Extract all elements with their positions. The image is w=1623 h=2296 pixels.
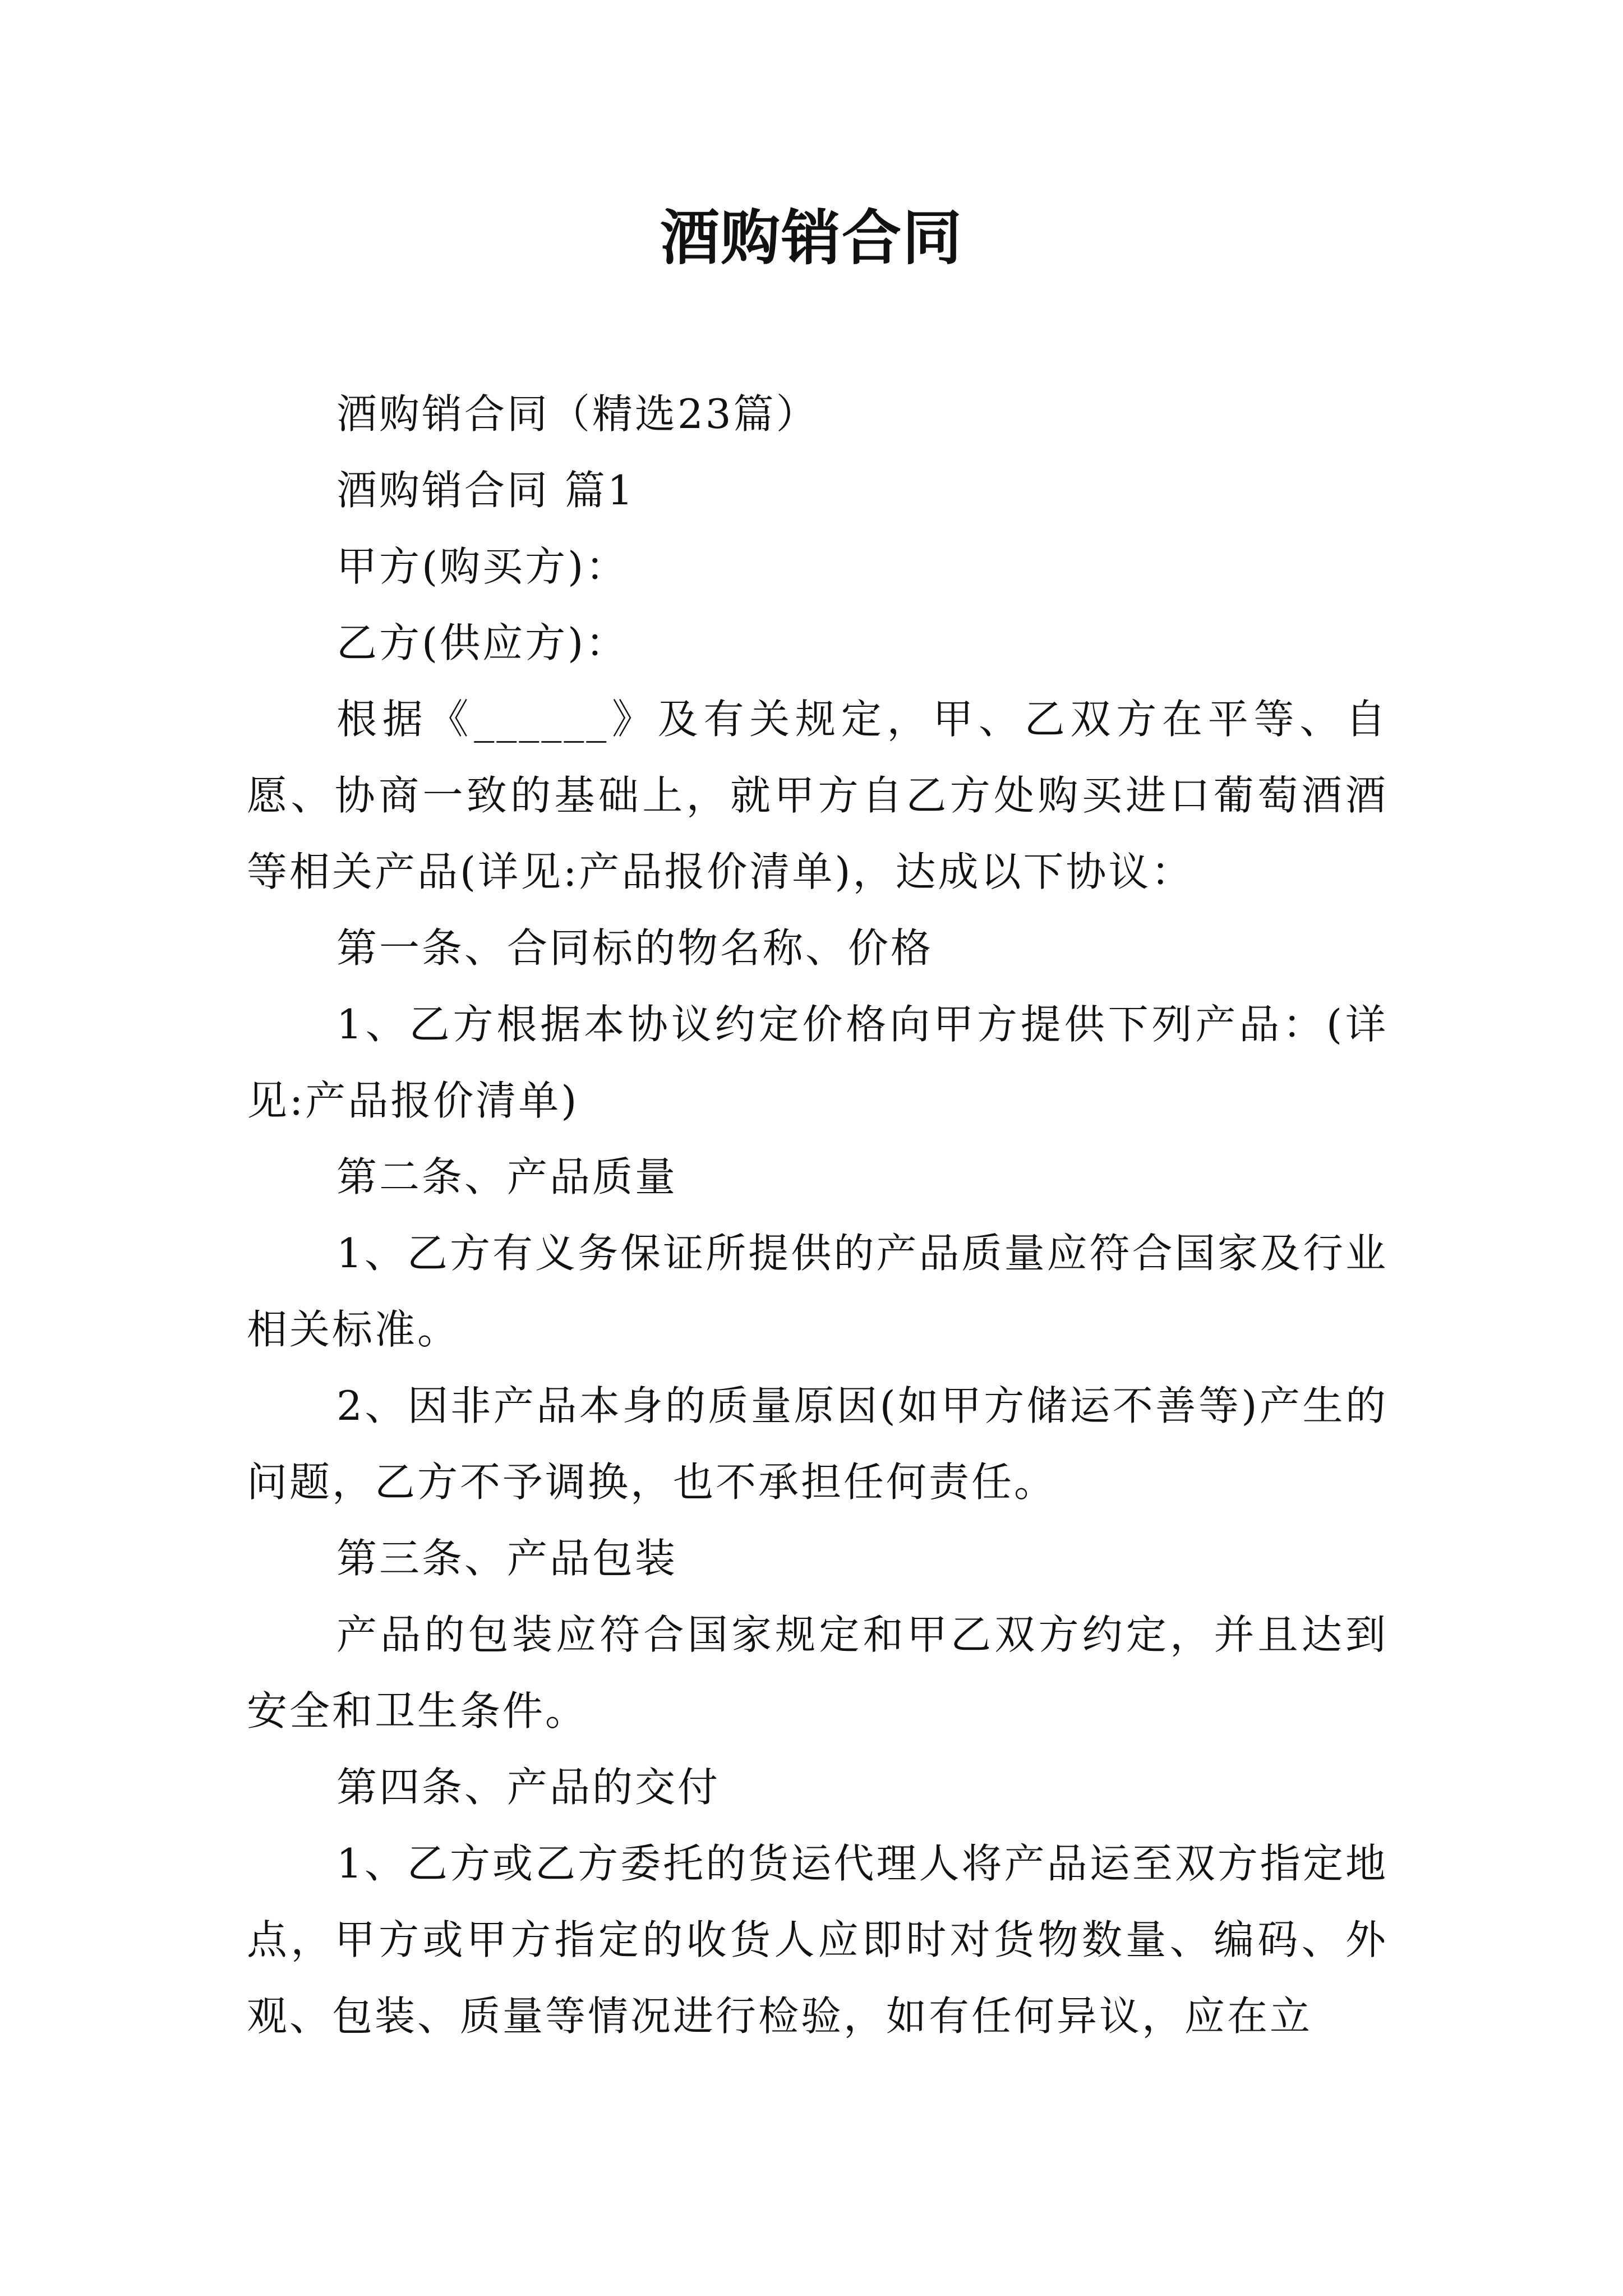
paragraph-article-2-item-2: 2、因非产品本身的质量原因(如甲方储运不善等)产生的问题，乙方不予调换，也不承担任何责任。 — [247, 1382, 1388, 1506]
paragraph-article-3: 第三条、产品包装 — [336, 1535, 678, 1582]
paragraph-article-4-item-1: 1、乙方或乙方委托的货运代理人将产品运至双方指定地点，甲方或甲方指定的收货人应即时对货物数量、编码、外观、包装、质量等情况进行检验，如有任何异议，应在立 — [247, 1840, 1388, 2040]
paragraph-article-2: 第二条、产品质量 — [336, 1153, 678, 1200]
paragraph-article-3-text: 产品的包装应符合国家规定和甲乙双方约定，并且达到安全和卫生条件。 — [247, 1611, 1388, 1734]
paragraph-section-heading: 酒购销合同 篇1 — [336, 467, 635, 514]
paragraph-article-1: 第一条、合同标的物名称、价格 — [336, 924, 934, 972]
paragraph-preamble: 根据《______》及有关规定，甲、乙双方在平等、自愿、协商一致的基础上，就甲方自乙方处购买进口葡萄酒酒等相关产品(详见:产品报价清单)，达成以下协议： — [247, 696, 1388, 895]
paragraph-party-a: 甲方(购买方)： — [336, 543, 629, 590]
paragraph-article-2-item-1: 1、乙方有义务保证所提供的产品质量应符合国家及行业相关标准。 — [247, 1230, 1388, 1353]
document-title: 酒购销合同 — [660, 204, 963, 273]
paragraph-article-4: 第四条、产品的交付 — [336, 1764, 721, 1811]
paragraph-article-1-item-1: 1、乙方根据本协议约定价格向甲方提供下列产品：(详见:产品报价清单) — [247, 1001, 1388, 1124]
document-body — [247, 376, 1388, 2054]
paragraph-subtitle: 酒购销合同（精选23篇） — [336, 390, 819, 438]
paragraph-party-b: 乙方(供应方)： — [336, 619, 629, 666]
